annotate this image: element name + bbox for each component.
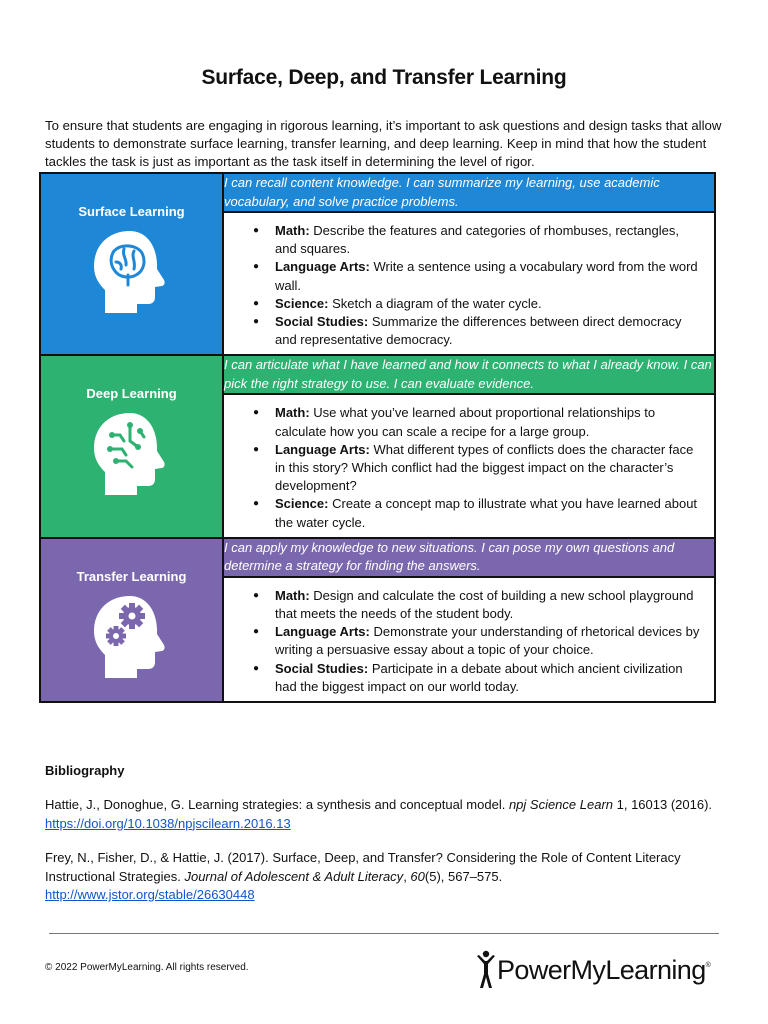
surface-learning-label-cell [40,173,223,355]
transfer-learning-label-cell [40,538,223,702]
brand-name: PowerMyLearning [497,954,706,985]
footer-divider [49,933,719,934]
list-item: ● Math: Use what you’ve learned about proportional relationships to calculate how you can scale a recipe for a large group. [275,404,704,440]
list-item: ● Math: Design and calculate the cost of building a new school playground that meets the needs of the student body. [275,587,704,623]
learning-levels-table [39,172,716,703]
doi-link[interactable]: https://doi.org/10.1038/npjscilearn.2016.13 [45,815,291,831]
head-gears-icon [92,594,172,680]
surface-learning-tasks-cell [223,212,715,355]
list-item: ● Math: Describe the features and categories of rhombuses, rectangles, and squares. [275,222,704,258]
reference-hattie-2016: Hattie, J., Donoghue, G. Learning strategies: a synthesis and conceptual model. npj Science Learn 1, 16013 (2016). https://doi.org/10.1038/npjscilearn.2016.13 [45,797,713,831]
brand-logo [475,950,711,990]
deep-learning-title: Deep Learning [86,386,177,402]
head-brain-icon [92,229,172,315]
surface-learning-title: Surface Learning [78,204,185,219]
page-title: Surface, Deep, and Transfer Learning [201,66,567,89]
list-item: ● Language Arts: Write a sentence using a vocabulary word from the word wall. [275,258,704,294]
head-circuit-icon [92,411,172,497]
transfer-learning-statement: I can apply my knowledge to new situations. I can pose my own questions and determine a strategy for finding the answers. [223,538,715,577]
copyright-notice: © 2022 PowerMyLearning. All rights reserved. [45,962,249,973]
intro-paragraph: To ensure that students are engaging in rigorous learning, it’s important to ask questions and design tasks that allow students to demonstrate surface learning, transfer learning, and deep learning. Keep in mind that how the student tackles the task is just as important as the task itself in determining the level of rigor. [45,118,722,169]
list-item: ● Language Arts: Demonstrate your understanding of rhetorical devices by writing a persuasive essay about a topic of your choice. [275,623,704,659]
list-item: ● Science: Sketch a diagram of the water cycle. [275,295,704,313]
jumping-person-icon [475,950,497,990]
deep-learning-label-cell [40,355,223,537]
surface-learning-statement: I can recall content knowledge. I can summarize my learning, use academic vocabulary, and solve practice problems. [223,173,715,212]
jstor-link[interactable]: http://www.jstor.org/stable/26630448 [45,887,255,902]
bibliography-heading: Bibliography [45,763,125,778]
deep-learning-tasks-cell [223,394,715,537]
deep-learning-statement: I can articulate what I have learned and how it connects to what I already know. I can pick the right strategy to use. I can evaluate evidence. [223,355,715,394]
reference-frey-2017: Frey, N., Fisher, D., & Hattie, J. (2017). Surface, Deep, and Transfer? Considering the Role of Content Literacy Instructional Strategies. Journal of Adolescent & Adult Literacy, 60(5), 567–575. http://www.jstor.org/stable/26630448 [45,850,681,902]
list-item: ● Language Arts: What different types of conflicts does the character face in this story? Which conflict had the biggest impact on the character’s development? [275,441,704,496]
transfer-learning-title: Transfer Learning [76,568,187,584]
list-item: ● Social Studies: Summarize the differences between direct democracy and representative democracy. [275,313,704,349]
list-item: ● Science: Create a concept map to illustrate what you have learned about the water cycle. [275,495,704,531]
transfer-learning-tasks-cell [223,577,715,702]
list-item: ● Social Studies: Participate in a debate about which ancient civilization had the biggest impact on our world today. [275,660,704,696]
trademark-symbol: ® [705,962,711,969]
